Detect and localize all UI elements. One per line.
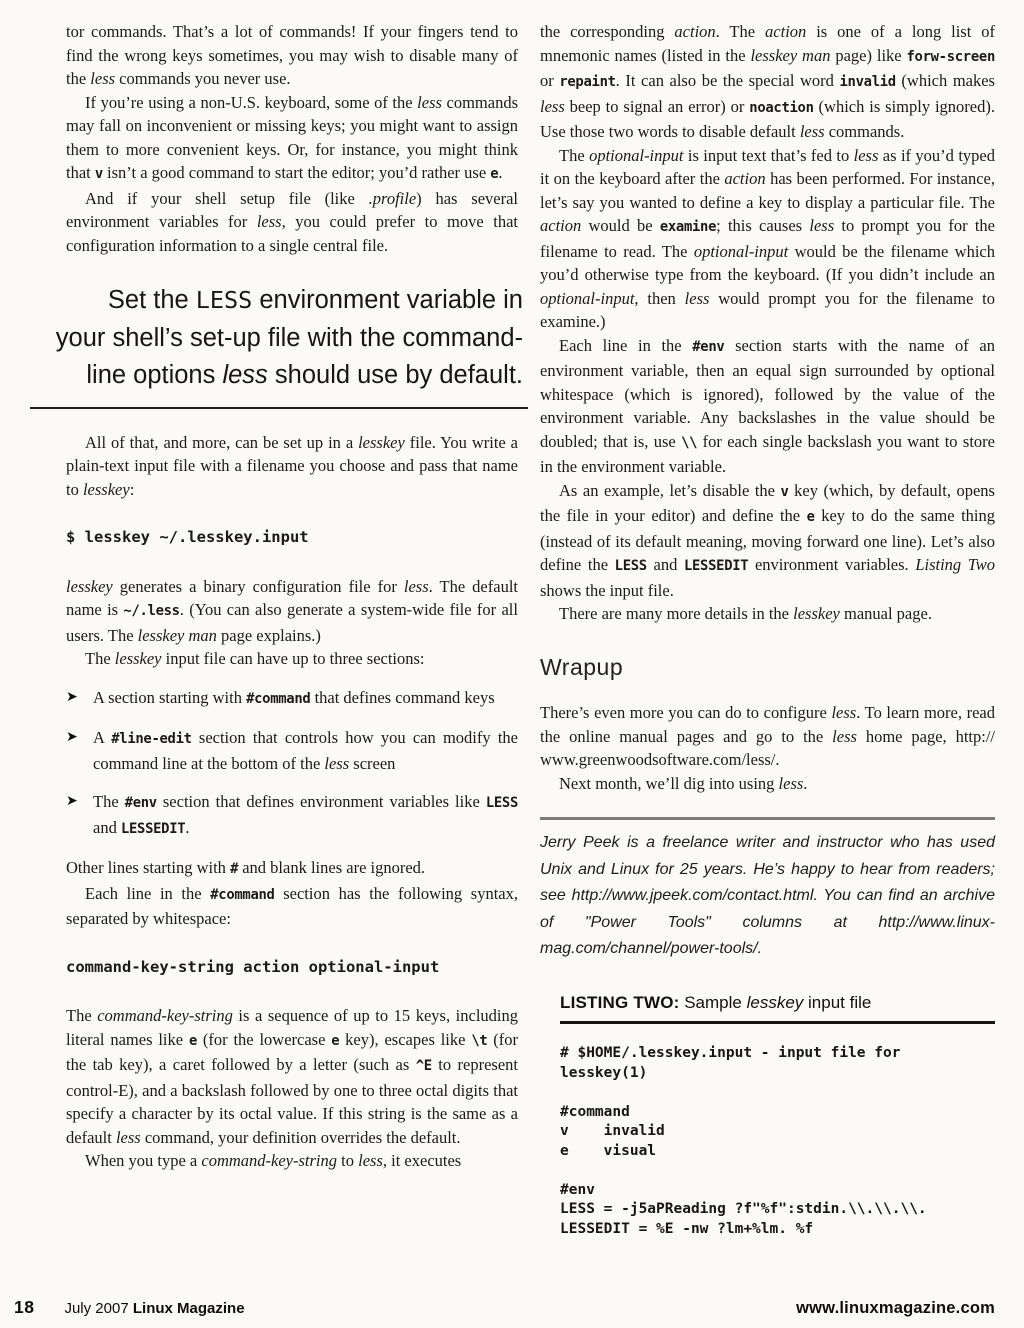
text-run: shows the input file. bbox=[540, 580, 674, 600]
bullet-arrow-icon: ➤ bbox=[66, 689, 78, 705]
text-run: , then bbox=[634, 288, 685, 308]
text-run: less bbox=[540, 96, 565, 116]
text-run: (which is simply ignored). Use those two words to disable default bbox=[540, 96, 995, 141]
listing-code-line bbox=[560, 1083, 995, 1103]
text-run: or bbox=[540, 71, 560, 90]
text-run: lesskey bbox=[358, 432, 405, 452]
text-run: LESS bbox=[195, 286, 253, 314]
text-run: action bbox=[540, 216, 582, 235]
listing-heading bbox=[560, 991, 995, 1015]
text-run: action bbox=[724, 169, 766, 188]
text-run: (for the tab key), a caret followed by a letter (such as bbox=[66, 1029, 519, 1074]
text-run: key to do the same thing (instead of its default meaning, moving forward one line). Let’s also define the bbox=[540, 506, 995, 574]
text-run: less bbox=[417, 92, 442, 112]
text-run: and bbox=[93, 817, 121, 837]
text-run: tor commands. That’s a lot of commands! If your fingers tend to find the wrong keys sometimes, you may wish to disable many of the bbox=[66, 22, 518, 88]
text-run: . (You can also generate a system-wide file for all users. The bbox=[66, 600, 518, 645]
listing-code-line: e visual bbox=[560, 1142, 657, 1159]
text-run: your shell’s set-up file with the command- bbox=[55, 323, 523, 352]
text-run: If you’re using a non-U.S. keyboard, some of the bbox=[85, 92, 418, 112]
text-run: (which makes bbox=[895, 71, 995, 90]
text-run: less bbox=[403, 576, 429, 596]
text-run: lesskey bbox=[793, 604, 840, 623]
text-run: , you could prefer to move that configuration information to a single central file. bbox=[66, 212, 518, 255]
text-run: would prompt you for the filename to examine.) bbox=[540, 288, 995, 331]
paragraph bbox=[66, 187, 518, 258]
left-column bbox=[55, 20, 523, 1173]
text-run: examine bbox=[659, 219, 717, 235]
text-run: command, your definition overrides the default. bbox=[140, 1127, 461, 1147]
text-run: less bbox=[115, 1127, 141, 1147]
text-run: key), escapes like bbox=[339, 1029, 472, 1049]
paragraph bbox=[66, 882, 518, 931]
text-run: home page, http:// www.greenwoodsoftware.com/less/. bbox=[540, 726, 995, 769]
text-run: screen bbox=[349, 753, 396, 773]
right-column bbox=[540, 20, 995, 1239]
text-run: line options bbox=[86, 361, 223, 389]
text-run: section that controls how you can modify the command line at the bottom of the bbox=[93, 728, 518, 773]
text-run: has been performed. For instance, let’s say you wanted to define a key to display a particular file. The bbox=[540, 169, 995, 212]
page-footer bbox=[0, 1294, 1024, 1318]
text-run: section that defines environment variables like bbox=[156, 792, 486, 811]
text-run: input file bbox=[803, 992, 872, 1012]
text-run: Other lines starting with bbox=[66, 858, 231, 877]
paragraph bbox=[66, 856, 518, 882]
text-run: would be bbox=[581, 216, 660, 235]
text-run: commands may fall on inconvenient or missing keys; you might want to assign them to more convenient keys. Or, for instance, you might think that bbox=[66, 92, 518, 182]
horizontal-rule bbox=[30, 407, 528, 409]
listing-code-line: LESS = -j5aPReading ?f"%f":stdin.\\.\\.\\. bbox=[560, 1201, 927, 1217]
text-run: lesskey bbox=[66, 576, 113, 596]
text-run: . To learn more, read the online manual pages and go to the bbox=[540, 703, 995, 746]
text-run: #env bbox=[692, 338, 725, 355]
author-bio bbox=[540, 817, 995, 963]
text-run: page explains.) bbox=[216, 625, 321, 645]
text-run: that defines command keys bbox=[310, 687, 495, 707]
text-run: e bbox=[490, 166, 499, 182]
paragraph bbox=[540, 479, 995, 603]
text-run: All of that, and more, can be set up in a bbox=[85, 432, 359, 452]
text-run: A bbox=[93, 728, 112, 747]
paragraph bbox=[66, 1004, 518, 1149]
text-run: is a sequence of up to 15 keys, including literal names like bbox=[66, 1006, 518, 1049]
listing-label: LISTING TWO: bbox=[560, 992, 680, 1012]
text-run: would be the filename which you’d otherwise type from the keyboard. (If you didn’t include an bbox=[540, 241, 995, 284]
text-run: As an example, let’s disable the bbox=[559, 480, 781, 500]
text-run: The bbox=[559, 145, 590, 165]
text-run: repaint bbox=[559, 74, 616, 90]
text-run: e bbox=[188, 1032, 197, 1049]
text-run: lesskey man bbox=[137, 625, 217, 645]
paragraph bbox=[540, 772, 995, 796]
text-run: . bbox=[185, 817, 190, 837]
text-run: command-key-string bbox=[97, 1006, 233, 1025]
text-run: less bbox=[853, 145, 879, 165]
text-run: Sample bbox=[679, 992, 747, 1012]
bullet-text bbox=[93, 726, 518, 775]
text-run: (for the lowercase bbox=[197, 1029, 332, 1049]
text-run: . It can also be the special word bbox=[615, 71, 840, 90]
text-run: : bbox=[129, 479, 135, 499]
text-run: to represent control-E), and a backslash followed by one to three octal digits that specify a character by its octal value. If this string is the same as a default bbox=[66, 1055, 518, 1147]
pull-quote-line bbox=[30, 282, 523, 320]
paragraph bbox=[66, 20, 518, 91]
text-run: When you type a bbox=[85, 1151, 202, 1170]
text-run: lesskey bbox=[114, 649, 162, 668]
text-run: environment variables. bbox=[748, 555, 916, 574]
listing-code-line: lesskey(1) bbox=[560, 1064, 648, 1081]
text-run: less bbox=[831, 703, 857, 722]
text-run: The bbox=[66, 1006, 98, 1025]
paragraph bbox=[66, 91, 518, 187]
text-run: section starts with the name of an environment variable, then an equal sign surrounded by optional whitespace (which is ignored), followed by the value of the environment variable. Any backslashes in the value should be doubled; that is, use bbox=[540, 335, 995, 451]
text-run: \t bbox=[471, 1032, 488, 1049]
listing-code-line: #env bbox=[560, 1181, 595, 1198]
text-run: as if you’d typed it on the keyboard after the bbox=[540, 145, 995, 188]
text-run: is input text that’s fed to bbox=[683, 145, 854, 165]
text-run: environment variable in bbox=[252, 286, 523, 314]
paragraph bbox=[540, 20, 995, 144]
text-run: lesskey bbox=[82, 479, 130, 499]
text-run: Listing Two bbox=[915, 555, 996, 574]
text-run: Each line in the bbox=[85, 883, 211, 903]
text-run: section has the following syntax, separated by whitespace: bbox=[66, 883, 518, 928]
text-run: . bbox=[498, 163, 503, 182]
text-run: LESS bbox=[614, 558, 647, 574]
text-run: ; this causes bbox=[716, 216, 810, 235]
listing-code-line bbox=[560, 1161, 995, 1181]
section-heading: Wrapup bbox=[540, 653, 624, 680]
text-run: manual page. bbox=[839, 604, 932, 623]
text-run: \\ bbox=[681, 434, 698, 451]
pull-quote bbox=[30, 282, 523, 395]
text-run: input file can have up to three sections: bbox=[161, 649, 425, 668]
paragraph bbox=[540, 144, 995, 334]
pull-quote-line bbox=[30, 357, 523, 395]
text-run: . The default name is bbox=[66, 576, 518, 619]
listing-code bbox=[560, 1044, 995, 1239]
paragraph bbox=[66, 431, 518, 502]
text-run: and bbox=[646, 555, 684, 574]
text-run: LESSEDIT bbox=[120, 820, 186, 837]
text-run: less bbox=[778, 773, 804, 793]
text-run: optional-input bbox=[540, 288, 635, 308]
text-run: There’s even more you can do to configure bbox=[540, 703, 832, 722]
text-run: less bbox=[90, 69, 116, 88]
text-run: key (which, by default, opens the file in your editor) and define the bbox=[540, 480, 995, 525]
text-run: isn’t a good command to start the editor; you’d rather use bbox=[102, 163, 491, 182]
listing-code-line: v invalid bbox=[560, 1123, 665, 1139]
paragraph bbox=[540, 602, 995, 626]
text-run: v bbox=[94, 166, 103, 182]
text-run: Each line in the bbox=[559, 335, 693, 355]
text-run: . bbox=[803, 773, 808, 793]
bullet-text bbox=[93, 686, 518, 712]
text-run: file. You write a plain-text input file with a filename you choose and pass that name to bbox=[66, 432, 518, 499]
text-run: lesskey bbox=[746, 992, 804, 1012]
text-run: less bbox=[256, 212, 282, 231]
text-run: invalid bbox=[839, 74, 896, 90]
text-run: , it executes bbox=[382, 1151, 462, 1170]
listing-code-line: LESSEDIT = %E -nw ?lm+%lm. %f bbox=[560, 1220, 814, 1237]
text-run: should use by default. bbox=[267, 361, 523, 389]
paragraph bbox=[540, 334, 995, 479]
footer-left bbox=[14, 1297, 245, 1318]
text-run: Set the bbox=[107, 286, 196, 314]
text-run: #line-edit bbox=[111, 731, 192, 747]
text-run: to prompt you for the filename to read. The bbox=[540, 216, 995, 261]
text-run: is one of a long list of mnemonic names (listed in the bbox=[540, 22, 995, 65]
text-run: Jerry Peek is a freelance writer and instructor who has used Unix and Linux for 25 years. He’s happy to hear from readers; see http://www.jpeek.com/contact.html. You can find an archive of "Power Tools" columns at http://www.linux-mag.com/channel/power-tools/. bbox=[540, 834, 995, 957]
text-run: # bbox=[230, 861, 239, 877]
text-run: optional-input bbox=[589, 145, 684, 165]
text-run: ) has several environment variables for bbox=[66, 188, 518, 231]
pull-quote-line bbox=[30, 320, 523, 358]
listing-box bbox=[560, 991, 995, 1240]
issue-date: July 2007 bbox=[64, 1300, 133, 1317]
paragraph bbox=[66, 1149, 518, 1173]
text-run: command-key-string bbox=[201, 1151, 338, 1170]
text-run: noaction bbox=[749, 99, 814, 116]
text-run: less bbox=[832, 726, 857, 746]
text-run: to bbox=[337, 1151, 359, 1170]
text-run: page) like bbox=[830, 45, 907, 65]
text-run: action bbox=[674, 22, 716, 41]
code-line: command-key-string action optional-input bbox=[66, 957, 440, 976]
listing-code-line: # $HOME/.lesskey.input - input file for bbox=[560, 1045, 901, 1061]
text-run: And if your shell setup file (like bbox=[85, 188, 369, 208]
text-run: forw-screen bbox=[906, 48, 995, 65]
text-run: e bbox=[806, 509, 815, 525]
paragraph bbox=[540, 701, 995, 772]
text-run: #command bbox=[210, 886, 275, 903]
bullet-item bbox=[66, 790, 518, 841]
text-run: generates a binary configuration file for bbox=[112, 576, 404, 596]
text-run: less bbox=[222, 361, 268, 389]
website-url: www.linuxmagazine.com bbox=[796, 1299, 995, 1317]
text-run: A section starting with bbox=[93, 687, 247, 707]
text-run: less bbox=[358, 1151, 383, 1170]
text-run: LESSEDIT bbox=[683, 558, 749, 574]
magazine-name: Linux Magazine bbox=[132, 1300, 245, 1317]
text-run: v bbox=[780, 483, 789, 500]
text-run: commands you never use. bbox=[115, 69, 291, 88]
text-run: less bbox=[324, 753, 350, 773]
text-run: the corresponding bbox=[540, 22, 675, 41]
paragraph bbox=[66, 575, 518, 648]
bullet-arrow-icon: ➤ bbox=[66, 730, 78, 745]
text-run: beep to signal an error) or bbox=[564, 96, 750, 116]
page-number: 18 bbox=[14, 1297, 35, 1317]
text-run: and blank lines are ignored. bbox=[238, 858, 426, 877]
bullet-arrow-icon: ➤ bbox=[66, 794, 78, 809]
text-run: for each single backslash you want to store in the environment variable. bbox=[540, 431, 995, 476]
listing-code-line: #command bbox=[560, 1103, 630, 1120]
text-run: ^E bbox=[415, 1058, 432, 1074]
paragraph bbox=[66, 647, 518, 671]
code-line: $ lesskey ~/.lesskey.input bbox=[66, 528, 309, 546]
text-run: less bbox=[809, 216, 835, 235]
bullet-text bbox=[93, 790, 518, 841]
text-run: Next month, we’ll dig into using bbox=[559, 773, 779, 793]
text-run: The bbox=[93, 792, 125, 811]
bullet-item bbox=[66, 686, 518, 712]
text-run: #env bbox=[124, 795, 157, 811]
text-run: #command bbox=[246, 690, 311, 707]
text-run: There are many more details in the bbox=[559, 604, 794, 623]
bullet-item bbox=[66, 726, 518, 775]
listing-rule bbox=[560, 1021, 995, 1024]
text-run: The bbox=[85, 649, 115, 668]
text-run: LESS bbox=[485, 795, 518, 811]
text-run: lesskey man bbox=[750, 45, 831, 65]
text-run: optional-input bbox=[693, 241, 789, 261]
text-run: commands. bbox=[824, 122, 905, 141]
text-run: less bbox=[684, 288, 710, 308]
text-run: ~/.less bbox=[123, 603, 180, 619]
text-run: .profile bbox=[368, 188, 417, 208]
text-run: less bbox=[799, 122, 825, 141]
text-run: e bbox=[331, 1032, 340, 1049]
text-run: . The bbox=[715, 22, 766, 41]
text-run: action bbox=[765, 22, 807, 41]
